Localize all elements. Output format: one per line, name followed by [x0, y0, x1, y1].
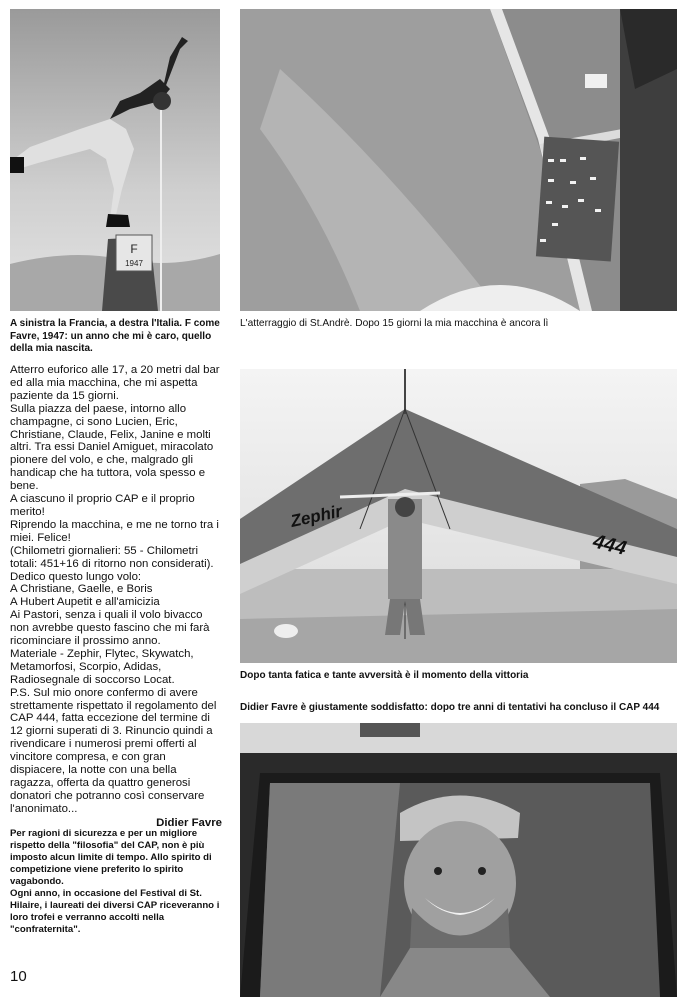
caption-satisfied: Didier Favre è giustamente soddisfatto: dopo tre anni di tentativi ha concluso il CAP 444 [240, 702, 660, 713]
article-paragraph: P.S. Sul mio onore confermo di avere strettamente rispettato il regolamento del CAP 444, fatta eccezione del termine di 12 giorni superati di 3. Rinuncio quindi a rivendicare i numerosi premi offerti al vincitore compresa, e con gran dispiacere, la notte con una bella ragazza, offerta da quattro generosi donatori che potranno così conservare l'anonimato... [10, 686, 217, 815]
note-paragraph: Per ragioni di sicurezza e per un migliore rispetto della "filosofia" del CAP, non è più imposto alcun limite di tempo. Allo spirito di competizione viene preferito lo spirito vagabondo. [10, 828, 212, 887]
milestone-year: 1947 [125, 259, 143, 268]
caption-victory: Dopo tanta fatica e tante avversità è il momento della vittoria [240, 670, 529, 681]
photo-aerial-landing [240, 9, 677, 311]
article-paragraph: Riprendo la macchina, e me ne torno tra i miei. Felice! [10, 518, 219, 544]
article-paragraph: Sulla piazza del paese, intorno allo champagne, ci sono Lucien, Eric, Christiane, Claude, Felix, Janine e molti altri. Tra essi Daniel Amiguet, miracolato pionere del volo, e che, malgrado gli handicap che ha tuttora, vola spesso e bene. [10, 402, 214, 493]
photo-hang-glider-victory [240, 369, 677, 663]
article-body [10, 364, 222, 830]
article-paragraph: A Hubert Aupetit e all'amicizia [10, 596, 160, 609]
article-paragraph: Dedico questo lungo volo: [10, 570, 142, 583]
photo-milestone-pilot [10, 9, 220, 311]
article-paragraph: Materiale - Zephir, Flytec, Skywatch, Metamorfosi, Scorpio, Adidas, Radiosegnale di soccorso Locat. [10, 647, 194, 686]
cap-rules-note [10, 828, 222, 936]
page-number: 10 [10, 968, 27, 985]
article-paragraph: (Chilometri giornalieri: 55 - Chilometri totali: 451+16 di ritorno non considerati). [10, 544, 214, 570]
glider-number-label: 444 [590, 530, 629, 560]
caption-landing: L'atterraggio di St.Andrè. Dopo 15 giorni la mia macchina è ancora lì [240, 318, 549, 329]
article-paragraph: Atterro euforico alle 17, a 20 metri dal bar ed alla mia macchina, che mi aspetta paziente da 15 giorni. [10, 364, 220, 402]
article-paragraph: A Christiane, Gaelle, e Boris [10, 583, 153, 596]
article-signature: Didier Favre [156, 816, 222, 829]
photo-pilot-in-car [240, 723, 677, 997]
article-paragraph: A ciascuno il proprio CAP e il proprio merito! [10, 493, 195, 518]
note-paragraph: Ogni anno, in occasione del Festival di St. Hilaire, i laureati dei diversi CAP riceveranno i loro trofei e verranno accolti nella "confraternita". [10, 888, 220, 935]
article-paragraph: Ai Pastori, senza i quali il volo bivacco non avrebbe questo fascino che mi farà ricominciare il prossimo anno. [10, 609, 210, 648]
glider-brand-label: Zephir [288, 501, 344, 531]
caption-milestone: A sinistra la Francia, a destra l'Italia. F come Favre, 1947: un anno che mi è caro, quello della mia nascita. [10, 318, 220, 354]
milestone-letter: F [130, 242, 138, 256]
